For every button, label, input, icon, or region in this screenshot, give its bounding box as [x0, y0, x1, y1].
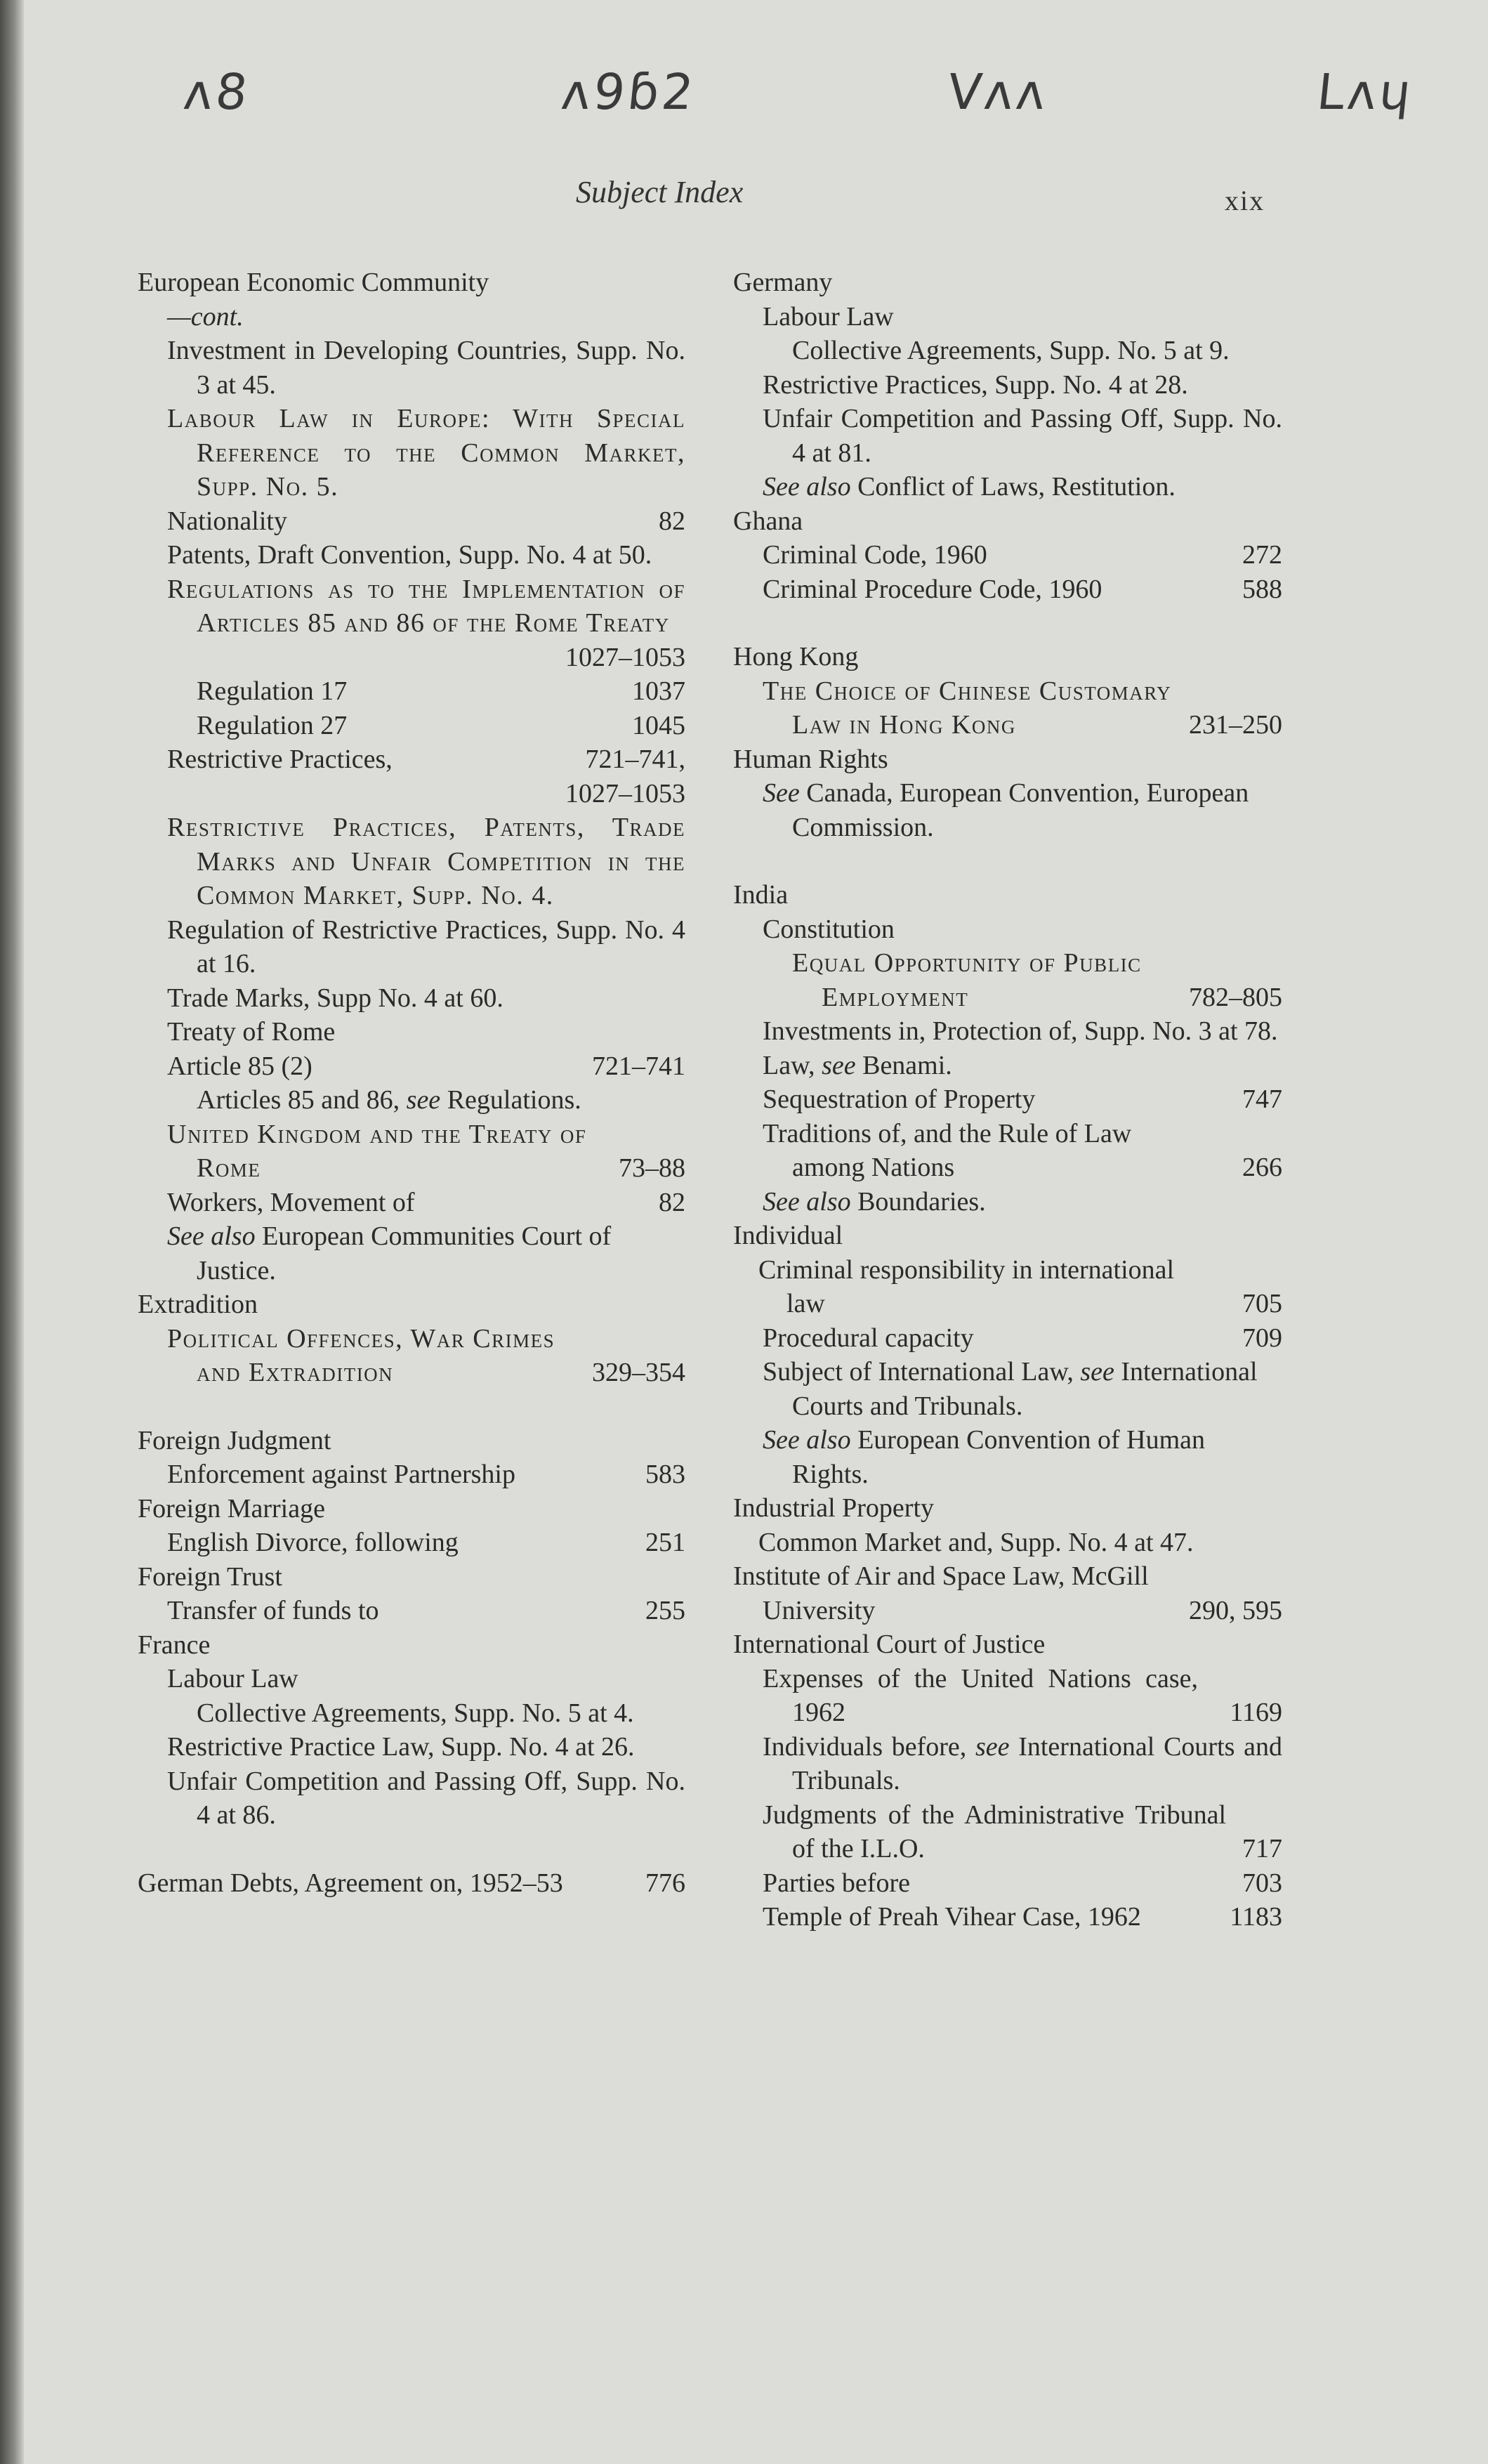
index-entry: Temple of Preah Vihear Case, 1962 1183 — [763, 1902, 1282, 1932]
index-entry: Articles 85 and 86, see Regulations. — [197, 1085, 581, 1115]
index-entry: Collective Agreements, Supp. No. 5 at 9. — [792, 336, 1230, 365]
index-entry: English Divorce, following 251 — [167, 1528, 685, 1557]
index-entry: Foreign Judgment — [138, 1425, 331, 1455]
index-entry: Political Offences, War Crimes and Extradition 329–354 — [167, 1323, 685, 1387]
page-ref: 1027–1053 — [565, 778, 685, 808]
index-entry: Investment in Developing Countries, Supp. No. 3 at 45. — [167, 336, 685, 400]
index-column-left — [138, 266, 685, 1900]
index-entry: Subject of International Law, see International Courts and Tribunals. — [763, 1357, 1258, 1421]
index-entry: German Debts, Agreement on, 1952–53 776 — [138, 1868, 685, 1898]
handwritten-mark-3: ᐯʌʌ — [944, 63, 1052, 121]
index-entry: Transfer of funds to 255 — [167, 1596, 685, 1625]
handwritten-mark-4: Lʌɥ — [1314, 63, 1417, 121]
index-entry: Treaty of Rome — [167, 1017, 336, 1047]
index-entry: Criminal Procedure Code, 1960 588 — [763, 574, 1282, 604]
index-entry: International Court of Justice — [733, 1630, 1046, 1659]
index-entry: Judgments of the Administrative Tribunal of the I.L.O. 717 — [763, 1800, 1282, 1863]
index-entry: Labour Law — [167, 1664, 298, 1693]
index-entry: Regulation 27 1045 — [197, 710, 685, 740]
handwritten-mark-2: ʌ9ɓ2 — [558, 63, 699, 121]
index-entry: France — [138, 1630, 211, 1660]
index-entry: Unfair Competition and Passing Off, Supp. No. 4 at 81. — [763, 404, 1282, 468]
index-entry: Unfair Competition and Passing Off, Supp. No. 4 at 86. — [167, 1766, 685, 1830]
index-entry: The Choice of Chinese Customary Law in Hong Kong 231–250 — [763, 676, 1282, 740]
index-entry: See also European Communities Court of Justice. — [167, 1221, 612, 1285]
index-entry: Investments in, Protection of, Supp. No. 3 at 78. — [763, 1016, 1278, 1046]
index-entry: Law, see Benami. — [763, 1050, 952, 1080]
index-entry: Expenses of the United Nations case, 1962 1169 — [763, 1663, 1282, 1727]
index-entry: Equal Opportunity of Public Employment 782–805 — [792, 948, 1282, 1012]
index-entry: Enforcement against Partnership 583 — [167, 1460, 685, 1489]
index-column-right — [733, 266, 1282, 1934]
index-entry: Sequestration of Property 747 — [763, 1084, 1282, 1114]
index-entry: Individuals before, see International Courts and Tribunals. — [763, 1731, 1282, 1795]
index-entry: Regulation of Restrictive Practices, Supp. No. 4 at 16. — [167, 915, 685, 978]
index-entry: Article 85 (2) 721–741 — [167, 1051, 685, 1081]
index-entry: Restrictive Practice Law, Supp. No. 4 at 26. — [167, 1732, 635, 1762]
index-entry: Parties before 703 — [763, 1868, 1282, 1898]
index-entry: Restrictive Practices, Patents, Trade Marks and Unfair Competition in the Common Market, Supp. No. 4. — [167, 813, 685, 910]
index-entry: European Economic Community — [138, 268, 489, 297]
index-entry: Nationality 82 — [167, 506, 685, 536]
page-edge-shadow — [0, 0, 24, 2464]
index-entry: See also Boundaries. — [763, 1186, 986, 1217]
index-entry: See Canada, European Convention, European Commission. — [763, 778, 1249, 842]
index-entry: —cont. — [167, 301, 244, 332]
index-entry: Industrial Property — [733, 1493, 935, 1523]
index-entry: Labour Law in Europe: With Special Reference to the Common Market, Supp. No. 5. — [167, 404, 685, 502]
index-entry: Ghana — [733, 506, 803, 536]
index-entry: Constitution — [763, 914, 895, 944]
index-entry: Individual — [733, 1221, 843, 1250]
index-entry: Institute of Air and Space Law, McGill University 290, 595 — [733, 1561, 1282, 1625]
index-entry: See also European Convention of Human Rights. — [763, 1425, 1206, 1489]
index-entry: Traditions of, and the Rule of Law among Nations 266 — [763, 1118, 1282, 1182]
index-entry: Restrictive Practices, Supp. No. 4 at 28. — [763, 369, 1188, 400]
page-ref: 1027–1053 — [565, 642, 685, 672]
index-entry: Workers, Movement of 82 — [167, 1187, 685, 1217]
index-entry: Extradition — [138, 1290, 258, 1319]
index-entry: Regulations as to the Implementation of Articles 85 and 86 of the Rome Treaty — [167, 574, 685, 638]
index-entry: United Kingdom and the Treaty of Rome 73–88 — [167, 1119, 685, 1183]
index-entry: Labour Law — [763, 301, 894, 332]
index-entry: Restrictive Practices, 721–741, — [167, 745, 685, 774]
index-entry: India — [733, 880, 789, 910]
index-entry: Criminal responsibility in international law 705 — [758, 1254, 1282, 1318]
index-entry: Trade Marks, Supp No. 4 at 60. — [167, 983, 503, 1013]
index-entry: Regulation 17 1037 — [197, 676, 685, 706]
running-title: Subject Index — [576, 175, 744, 209]
index-entry: Collective Agreements, Supp. No. 5 at 4. — [197, 1698, 634, 1728]
index-entry: Procedural capacity 709 — [763, 1323, 1282, 1353]
index-entry: See also Conflict of Laws, Restitution. — [763, 472, 1176, 502]
index-entry: Foreign Trust — [138, 1561, 282, 1592]
index-entry: Common Market and, Supp. No. 4 at 47. — [758, 1527, 1194, 1557]
handwritten-mark-1: ʌ8 — [180, 63, 254, 121]
page-number: xix — [1225, 185, 1265, 216]
index-entry: Criminal Code, 1960 272 — [763, 540, 1282, 570]
index-entry: Foreign Marriage — [138, 1493, 325, 1523]
index-entry: Germany — [733, 268, 833, 297]
index-entry: Human Rights — [733, 744, 888, 774]
index-entry: Hong Kong — [733, 642, 859, 671]
index-entry: Patents, Draft Convention, Supp. No. 4 at 50. — [167, 540, 652, 570]
